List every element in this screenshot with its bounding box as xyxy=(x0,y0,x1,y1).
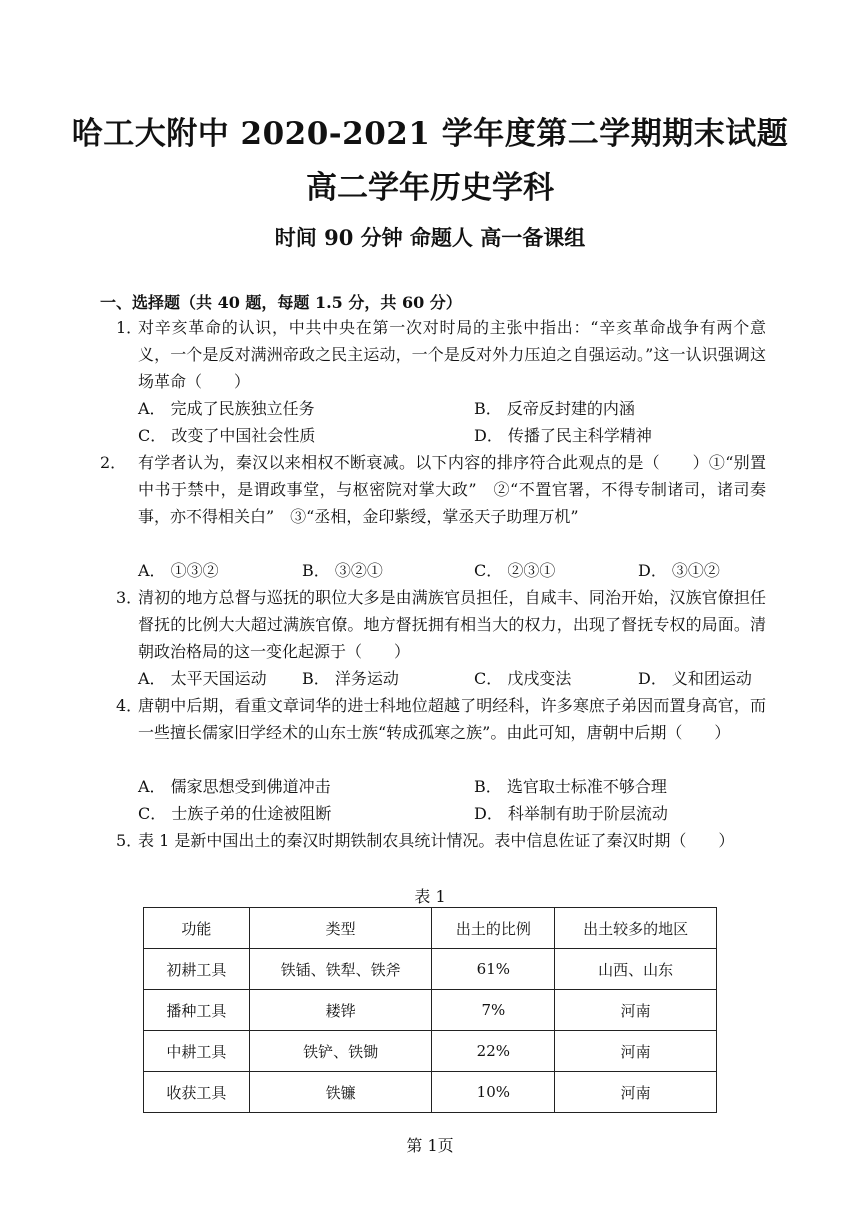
table-cell: 铁镰 xyxy=(249,1072,432,1113)
question-number: 3． xyxy=(116,588,143,607)
table-cell: 铁锸、铁犁、铁斧 xyxy=(249,949,432,990)
question-text: 对辛亥革命的认识，中共中央在第一次对时局的主张中指出：“辛亥革命战争有两个意义，一个是反对满洲帝政之民主运动，一个是反对外力压迫之自强运动。”这一认识强调这场革命（ ） xyxy=(138,318,766,391)
option-c: C． 改变了中国社会性质 xyxy=(138,426,316,445)
table-header-cell: 出土的比例 xyxy=(432,908,555,949)
table-cell: 61% xyxy=(432,949,555,990)
question-4 xyxy=(116,692,766,746)
table-header-cell: 出土较多的地区 xyxy=(555,908,717,949)
table-header-row xyxy=(144,908,717,949)
exam-title: 哈工大附中 2020-2021 学年度第二学期期末试题 xyxy=(71,116,789,152)
option-a: A． 完成了民族独立任务 xyxy=(138,399,315,418)
option-a: A． ①③② xyxy=(138,561,219,580)
exam-subtitle: 高二学年历史学科 xyxy=(306,170,554,206)
table-caption: 表 1 xyxy=(414,887,446,906)
section-heading: 一、选择题（共 40 题，每题 1.5 分，共 60 分） xyxy=(100,293,462,312)
table-row xyxy=(144,1031,717,1072)
table-cell: 10% xyxy=(432,1072,555,1113)
table-cell: 山西、山东 xyxy=(555,949,717,990)
option-a: A． 儒家思想受到佛道冲击 xyxy=(138,777,331,796)
table-cell: 铁铲、铁锄 xyxy=(249,1031,432,1072)
question-2 xyxy=(100,449,766,530)
question-4-options xyxy=(138,773,768,827)
option-c: C． 戊戌变法 xyxy=(474,669,572,688)
question-text: 有学者认为，秦汉以来相权不断衰减。以下内容的排序符合此观点的是（ ）①“别置中书于禁中，是谓政事堂，与枢密院对掌大政” ②“不置官署，不得专制诸司，诸司奏事，亦不得相关白” ③“丞相，金印紫绶，掌丞天子助理万机” xyxy=(138,453,766,526)
table-cell: 耧铧 xyxy=(249,990,432,1031)
table-cell: 河南 xyxy=(555,1072,717,1113)
option-d: D． 科举制有助于阶层流动 xyxy=(474,804,668,823)
question-5 xyxy=(116,827,766,854)
option-b: B． ③②① xyxy=(302,561,383,580)
page-number: 第 1页 xyxy=(406,1136,454,1155)
table-row xyxy=(144,990,717,1031)
table-cell: 播种工具 xyxy=(144,990,250,1031)
table-cell: 22% xyxy=(432,1031,555,1072)
option-b: B． 选官取士标准不够合理 xyxy=(474,777,667,796)
option-d: D． 传播了民主科学精神 xyxy=(474,426,652,445)
question-text: 唐朝中后期，看重文章词华的进士科地位超越了明经科，许多寒庶子弟因而置身高官，而一些擅长儒家旧学经术的山东士族“转成孤寒之族”。由此可知，唐朝中后期（ ） xyxy=(138,696,766,742)
option-b: B． 反帝反封建的内涵 xyxy=(474,399,635,418)
question-number: 2． xyxy=(100,453,127,472)
table-row xyxy=(144,1072,717,1113)
tool-statistics-table xyxy=(143,907,717,1113)
table-cell: 中耕工具 xyxy=(144,1031,250,1072)
option-d: D． 义和团运动 xyxy=(638,669,752,688)
table-cell: 河南 xyxy=(555,1031,717,1072)
question-3-options xyxy=(138,665,768,692)
option-b: B． 洋务运动 xyxy=(302,669,399,688)
table-cell: 收获工具 xyxy=(144,1072,250,1113)
table-header-cell: 类型 xyxy=(249,908,432,949)
question-3 xyxy=(116,584,766,665)
table-cell: 7% xyxy=(432,990,555,1031)
table-cell: 河南 xyxy=(555,990,717,1031)
question-number: 1． xyxy=(116,318,143,337)
table-header-cell: 功能 xyxy=(144,908,250,949)
option-a: A． 太平天国运动 xyxy=(138,669,267,688)
question-1-options xyxy=(138,395,768,449)
table-row xyxy=(144,949,717,990)
exam-meta: 时间 90 分钟 命题人 高一备课组 xyxy=(274,225,586,250)
table-cell: 初耕工具 xyxy=(144,949,250,990)
question-text: 表 1 是新中国出土的秦汉时期铁制农具统计情况。表中信息佐证了秦汉时期（ ） xyxy=(138,831,735,850)
question-text: 清初的地方总督与巡抚的职位大多是由满族官员担任，自咸丰、同治开始，汉族官僚担任督抚的比例大大超过满族官僚。地方督抚拥有相当大的权力，出现了督抚专权的局面。清朝政治格局的这一变化起源于（ ） xyxy=(138,588,766,661)
question-number: 4． xyxy=(116,696,143,715)
question-number: 5． xyxy=(116,831,143,850)
option-c: C． ②③① xyxy=(474,561,556,580)
question-2-options xyxy=(138,557,768,584)
option-c: C． 士族子弟的仕途被阻断 xyxy=(138,804,332,823)
option-d: D． ③①② xyxy=(638,561,720,580)
question-1 xyxy=(116,314,766,395)
